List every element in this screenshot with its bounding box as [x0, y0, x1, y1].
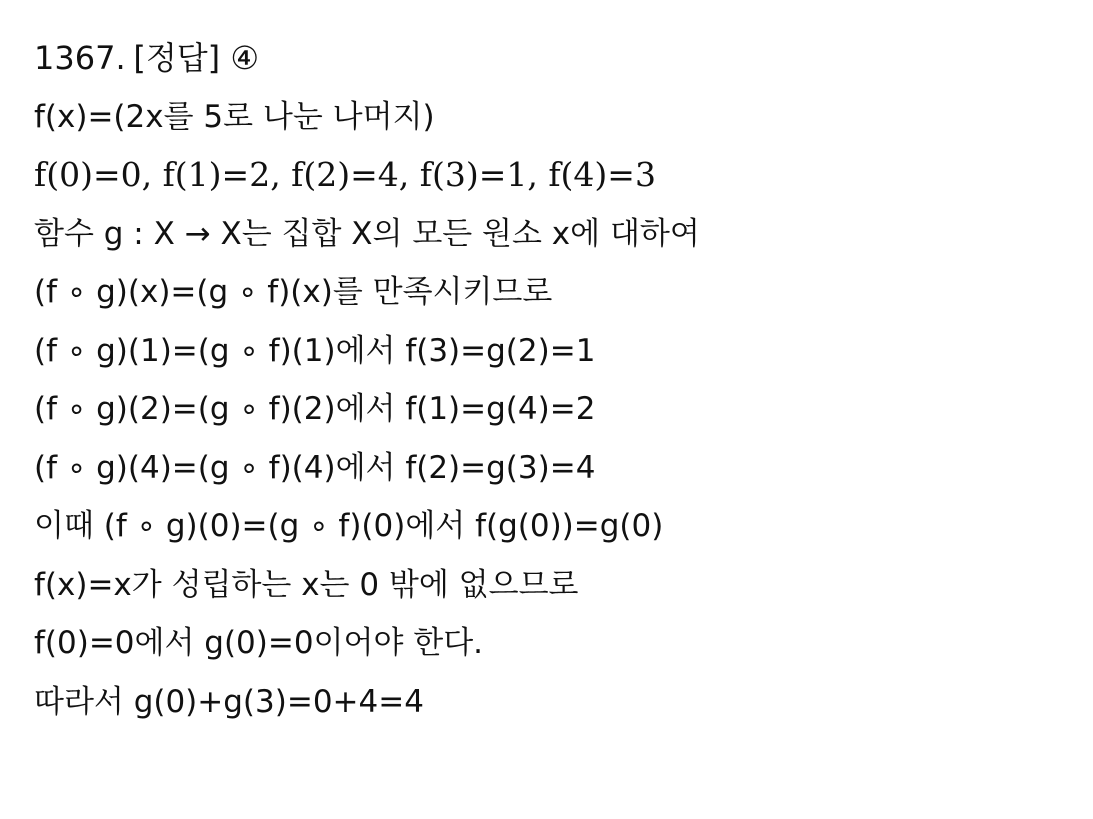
answer-header — [34, 38, 1074, 97]
solution-line-9 — [34, 565, 1074, 624]
solution-line-3 — [34, 214, 1074, 273]
answer-label: [정답] ④ — [133, 39, 260, 77]
solution-line-11 — [34, 682, 1074, 741]
solution-line-1 — [34, 97, 1074, 156]
solution-line-text: (f ∘ g)(1)=(g ∘ f)(1)에서 f(3)=g(2)=1 — [34, 332, 596, 369]
solution-text — [34, 38, 1074, 740]
solution-line-text: f(x)=(2x를 5로 나눈 나머지) — [34, 98, 435, 135]
solution-line-2 — [34, 155, 1074, 214]
solution-line-text: (f ∘ g)(4)=(g ∘ f)(4)에서 f(2)=g(3)=4 — [34, 449, 596, 486]
solution-line-7 — [34, 448, 1074, 507]
solution-line-text: 함수 g : X → X는 집합 X의 모든 원소 x에 대하여 — [34, 215, 700, 252]
solution-line-text: 따라서 g(0)+g(3)=0+4=4 — [34, 683, 424, 720]
solution-line-text: (f ∘ g)(x)=(g ∘ f)(x)를 만족시키므로 — [34, 274, 553, 310]
solution-line-10 — [34, 623, 1074, 682]
solution-line-text: 이때 (f ∘ g)(0)=(g ∘ f)(0)에서 f(g(0))=g(0) — [34, 508, 664, 544]
problem-number: 1367. — [34, 39, 126, 77]
solution-line-4 — [34, 272, 1074, 331]
solution-line-5 — [34, 331, 1074, 390]
solution-line-8 — [34, 506, 1074, 565]
solution-line-6 — [34, 389, 1074, 448]
solution-line-text: f(0)=0, f(1)=2, f(2)=4, f(3)=1, f(4)=3 — [34, 155, 656, 194]
solution-line-text: f(x)=x가 성립하는 x는 0 밖에 없으므로 — [34, 566, 579, 603]
solution-line-text: f(0)=0에서 g(0)=0이어야 한다. — [34, 625, 483, 661]
solution-line-text: (f ∘ g)(2)=(g ∘ f)(2)에서 f(1)=g(4)=2 — [34, 391, 596, 427]
